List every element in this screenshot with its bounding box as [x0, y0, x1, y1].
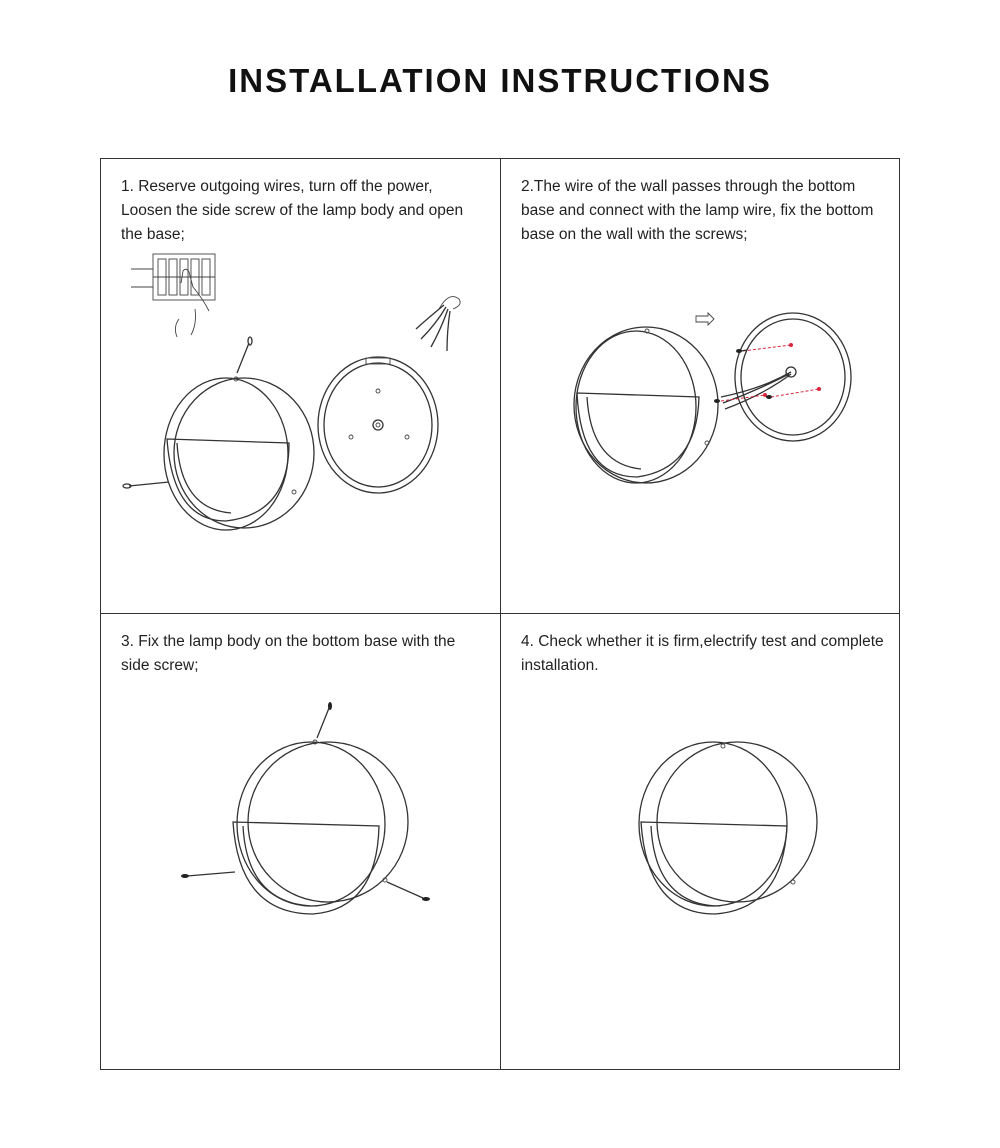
- screws-icon: [714, 343, 821, 403]
- step-1-text: 1. Reserve outgoing wires, turn off the power, Loosen the side screw of the lamp body and open the base;: [121, 178, 464, 243]
- step-4-illustration: [501, 614, 900, 1068]
- step-1-illustration: [101, 159, 500, 613]
- lamp-body-icon: [233, 740, 408, 914]
- screw-icon: [123, 337, 252, 488]
- screws-icon: [181, 702, 430, 901]
- installed-lamp-icon: [639, 742, 817, 914]
- wall-wires-icon: [416, 297, 460, 351]
- breaker-box-icon: [131, 254, 215, 337]
- step-2-text: 2.The wire of the wall passes through the bottom base and connect with the lamp wire, fix the bottom base on the wall with the screws;: [521, 178, 874, 243]
- instruction-grid: [100, 158, 900, 1070]
- arrow-icon: [696, 313, 714, 325]
- lamp-body-icon: [164, 377, 314, 530]
- step-1-panel: [101, 159, 500, 613]
- step-2-illustration: [501, 159, 900, 613]
- step-3-text: 3. Fix the lamp body on the bottom base with the side screw;: [121, 633, 456, 674]
- base-plate-icon: [735, 313, 851, 441]
- step-3-panel: [101, 614, 500, 1068]
- base-plate-icon: [318, 357, 438, 493]
- step-3-illustration: [101, 614, 500, 1068]
- step-4-text: 4. Check whether it is firm,electrify test and complete installation.: [521, 633, 884, 674]
- step-2-panel: [501, 159, 900, 613]
- wires-icon: [721, 372, 791, 409]
- lamp-body-icon: [574, 327, 718, 483]
- step-4-panel: [501, 614, 900, 1068]
- page-title: INSTALLATION INSTRUCTIONS: [228, 62, 772, 99]
